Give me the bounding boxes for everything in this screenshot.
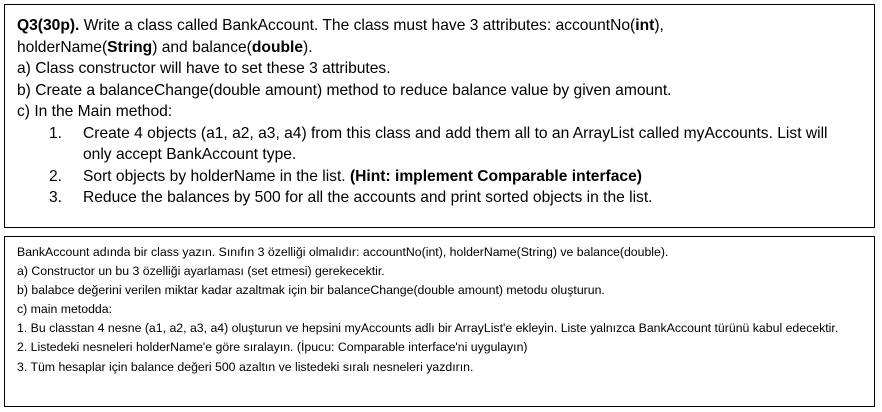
line2-text-c: ). bbox=[303, 38, 313, 56]
type-string: String bbox=[107, 38, 153, 56]
tr-line-1: BankAccount adında bir class yazın. Sınıfın 3 özelliği olmalıdır: accountNo(int), holderName(String) ve balance(double). bbox=[17, 245, 669, 259]
tr-line-5: 1. Bu classtan 4 nesne (a1, a2, a3, a4) oluşturun ve hepsini myAccounts adlı bir ArrayList'e ekleyin. Liste yalnızca BankAccount türünü kabul edecektir. bbox=[17, 321, 839, 336]
turkish-translation-box bbox=[4, 236, 875, 407]
line2-text-a: holderName( bbox=[17, 38, 108, 56]
intro-type-int: int bbox=[635, 17, 655, 34]
attributes-line bbox=[17, 37, 864, 59]
numbered-item-1 bbox=[17, 123, 864, 166]
tr-line-4: c) main metodda: bbox=[17, 302, 113, 317]
numbered-item-2 bbox=[17, 166, 864, 188]
question-title: Q3(30p). bbox=[17, 17, 80, 34]
item-c: c) In the Main method: bbox=[17, 103, 173, 120]
intro-text-b: ), bbox=[654, 17, 664, 34]
hint-text: (Hint: implement Comparable interface) bbox=[349, 167, 642, 185]
item-text: Reduce the balances by 500 for all the accounts and print sorted objects in the list. bbox=[83, 189, 653, 206]
tr-line-2: a) Constructor un bu 3 özelliği ayarlaması (set etmesi) gerekecektir. bbox=[17, 264, 385, 279]
english-question-box bbox=[4, 4, 875, 228]
item-text: Create 4 objects (a1, a2, a3, a4) from this class and add them all to an ArrayList called myAccounts. List will only accept BankAccount type. bbox=[83, 124, 828, 163]
tr-line-3: b) balabce değerini verilen miktar kadar azaltmak için bir balanceChange(double amount) metodu oluşturun. bbox=[17, 283, 605, 298]
type-double: double bbox=[251, 38, 303, 56]
line2-text-b: ) and balance( bbox=[152, 38, 252, 56]
numbered-item-3 bbox=[17, 187, 864, 209]
item-text: Sort objects by holderName in the list. bbox=[83, 167, 350, 185]
item-b: b) Create a balanceChange(double amount) method to reduce balance value by given amount. bbox=[17, 81, 672, 99]
item-a: a) Class constructor will have to set these 3 attributes. bbox=[17, 60, 391, 77]
item-number: 1. bbox=[49, 124, 63, 142]
item-text-wrap bbox=[83, 166, 843, 188]
item-number: 3. bbox=[49, 189, 63, 206]
question-intro-line bbox=[17, 15, 864, 37]
intro-text-a: Write a class called BankAccount. The class must have 3 attributes: accountNo( bbox=[79, 17, 636, 34]
tr-line-7: 3. Tüm hesaplar için balance değeri 500 azaltın ve listedeki sıralı nesneleri yazdırın. bbox=[17, 359, 474, 374]
item-number: 2. bbox=[49, 167, 63, 185]
tr-line-6: 2. Listedeki nesneleri holderName'e göre sıralayın. (İpucu: Comparable interface'ni uygulayın) bbox=[17, 340, 528, 355]
